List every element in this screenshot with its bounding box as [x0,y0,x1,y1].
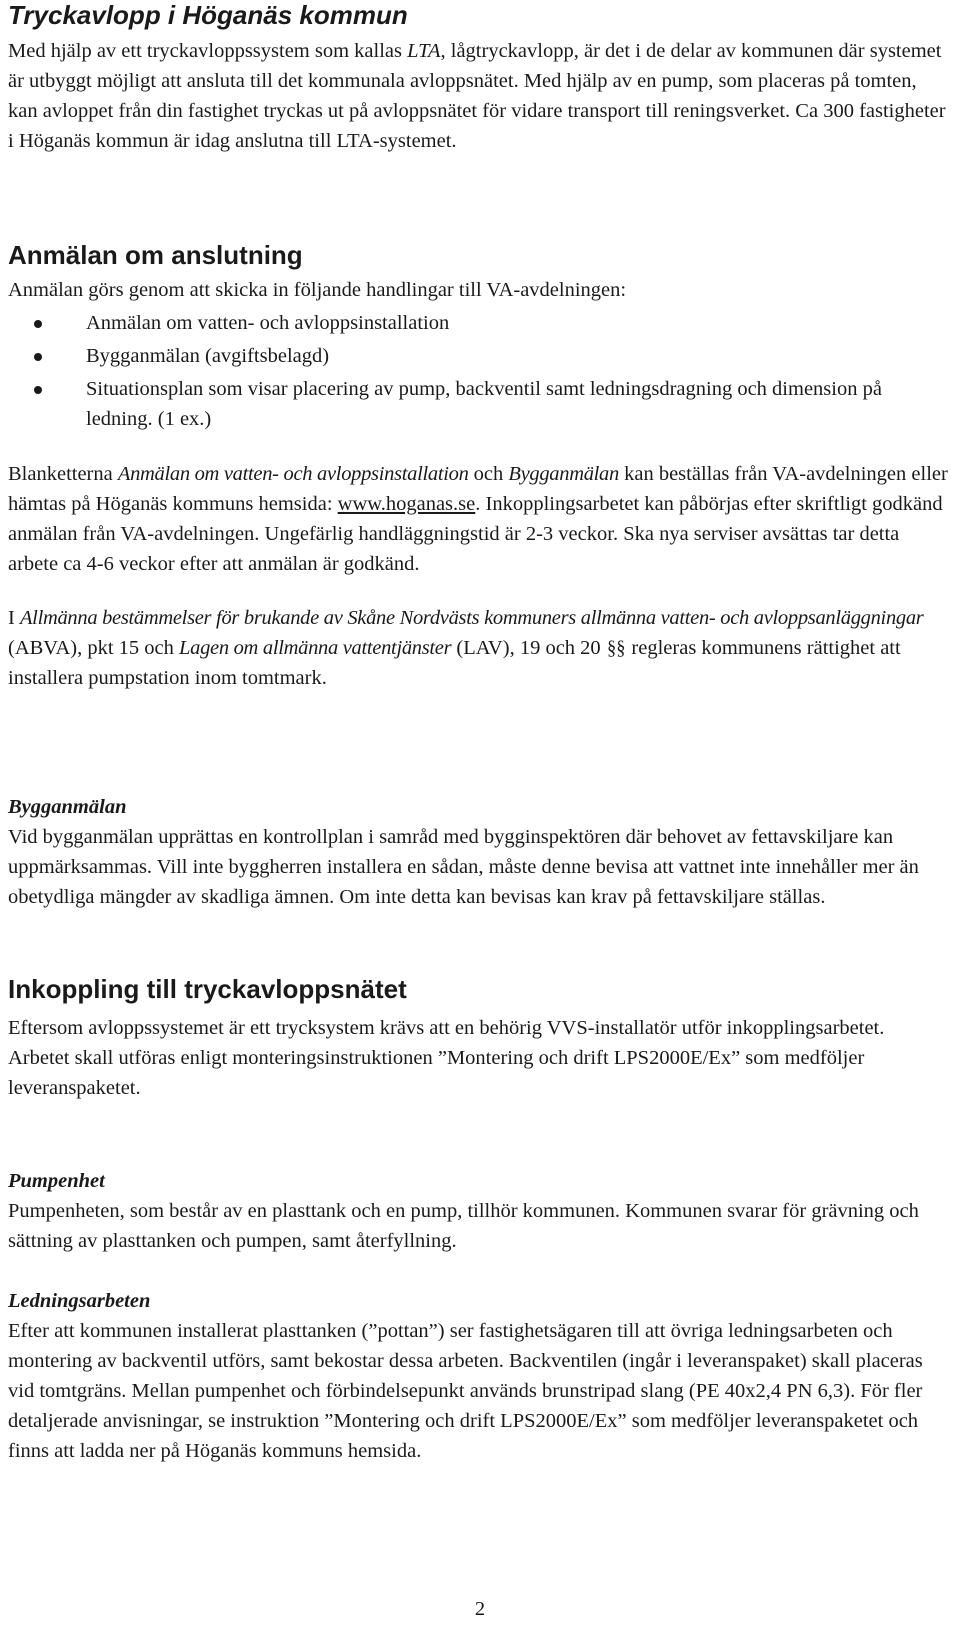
paragraph-inkoppling: Eftersom avloppssystemet är ett trycksystem krävs att en behörig VVS-installatör utför inkopplingsarbetet. Arbetet skall utföras enligt monteringsinstruktionen ”Montering och drift LPS2000E/Ex” som medföljer leveranspaketet. [8,1017,885,1099]
text-span: Med hjälp av ett tryckavloppssystem som kallas [8,40,408,62]
section-anmalan [8,240,948,693]
heading-bygganmalan: Bygganmälan [8,796,127,818]
paragraph-blanketter [8,459,948,579]
list-item: Bygganmälan (avgiftsbelagd) [8,341,948,371]
paragraph-tryckavlopp [8,36,948,156]
paragraph-ledningsarbeten: Efter att kommunen installerat plasttanken (”pottan”) ser fastighetsägaren till att övriga ledningsarbeten och montering av backventil utförs, samt bekostar dessa arbeten. Backventilen (ingår i leveranspaket) skall placeras vid tomtgräns. Mellan pumpenhet och förbindelsepunkt används brunstripad slang (PE 40x2,4 PN 6,3). För fler detaljerade anvisningar, se instruktion ”Montering och drift LPS2000E/Ex” som medföljer leveranspaketet och finns att ladda ner på Höganäs kommuns hemsida. [8,1320,923,1462]
heading-tryckavlopp: Tryckavlopp i Höganäs kommun [8,0,408,30]
list-item: Anmälan om vatten- och avloppsinstallation [8,308,948,338]
text-span: . Inkopplingsarbetet kan påbörjas efter skriftligt godkänd anmälan från VA-avdelningen. Ungefärlig handläggningstid är 2-3 veckor. Ska nya serviser avsättas tar detta arbete ca 4-6 veckor efter att anmälan är godkänd. [8,493,943,575]
section-inkoppling [8,974,948,1103]
heading-pumpenhet: Pumpenhet [8,1170,105,1192]
text-span: (ABVA), pkt 15 och [8,637,180,659]
heading-inkoppling: Inkoppling till tryckavloppsnätet [8,974,407,1004]
form-name-va: Anmälan om vatten- och avloppsinstallation [117,463,469,485]
text-span: och [468,463,509,485]
paragraph-pumpenhet: Pumpenheten, som består av en plasttank och en pump, tillhör kommunen. Kommunen svarar för grävning och sättning av plasttanken och pumpen, samt återfyllning. [8,1200,919,1252]
list-item: Situationsplan som visar placering av pump, backventil samt ledningsdragning och dimension på ledning. (1 ex.) [8,374,948,434]
documents-list [8,308,948,434]
lav-title: Lagen om allmänna vattentjänster [179,637,452,659]
text-span: I [8,607,20,629]
section-bygganmalan [8,792,948,912]
form-name-bygg: Bygganmälan [508,463,619,485]
lta-italic: LTA [407,40,441,62]
text-span: kan beställas från VA-avdelningen eller hämtas på Höganäs kommuns hemsida: [8,463,948,515]
text-span: Blanketterna [8,463,118,485]
page-number: 2 [474,1598,486,1620]
section-pumpenhet [8,1166,948,1256]
heading-ledningsarbeten: Ledningsarbeten [8,1290,151,1312]
anmalan-intro: Anmälan görs genom att skicka in följande handlingar till VA-avdelningen: [8,279,627,301]
text-span: , lågtryckavlopp, är det i de delar av kommunen där systemet är utbyggt möjligt att ansluta till det kommunala avloppsnätet. Med hjälp av en pump, som placeras på tomten, kan avloppet från din fastighet tryckas ut på avloppsnätet för vidare transport till reningsverket. Ca 300 fastigheter i Höganäs kommun är idag anslutna till LTA-systemet. [8,40,946,152]
text-span: regleras kommunens rättighet att installera pumpstation inom tomtmark. [8,637,901,689]
text-span: (LAV), 19 och 20 [451,637,606,659]
section-tryckavlopp [8,0,948,156]
website-link[interactable]: www.hoganas.se [337,493,476,515]
section-ledningsarbeten [8,1286,948,1466]
heading-anmalan: Anmälan om anslutning [8,240,303,270]
paragraph-abva [8,603,948,693]
abva-title: Allmänna bestämmelser för brukande av Skåne Nordvästs kommuners allmänna vatten- och avloppsanläggningar [19,607,924,629]
paragraph-bygganmalan: Vid bygganmälan upprättas en kontrollplan i samråd med bygginspektören där behovet av fettavskiljare kan uppmärksammas. Vill inte byggherren installera en sådan, måste denne bevisa att vattnet inte innehåller mer än obetydliga mängder av skadliga ämnen. Om inte detta kan bevisas kan krav på fettavskiljare ställas. [8,826,919,908]
paragraph-sign: §§ [606,637,626,659]
